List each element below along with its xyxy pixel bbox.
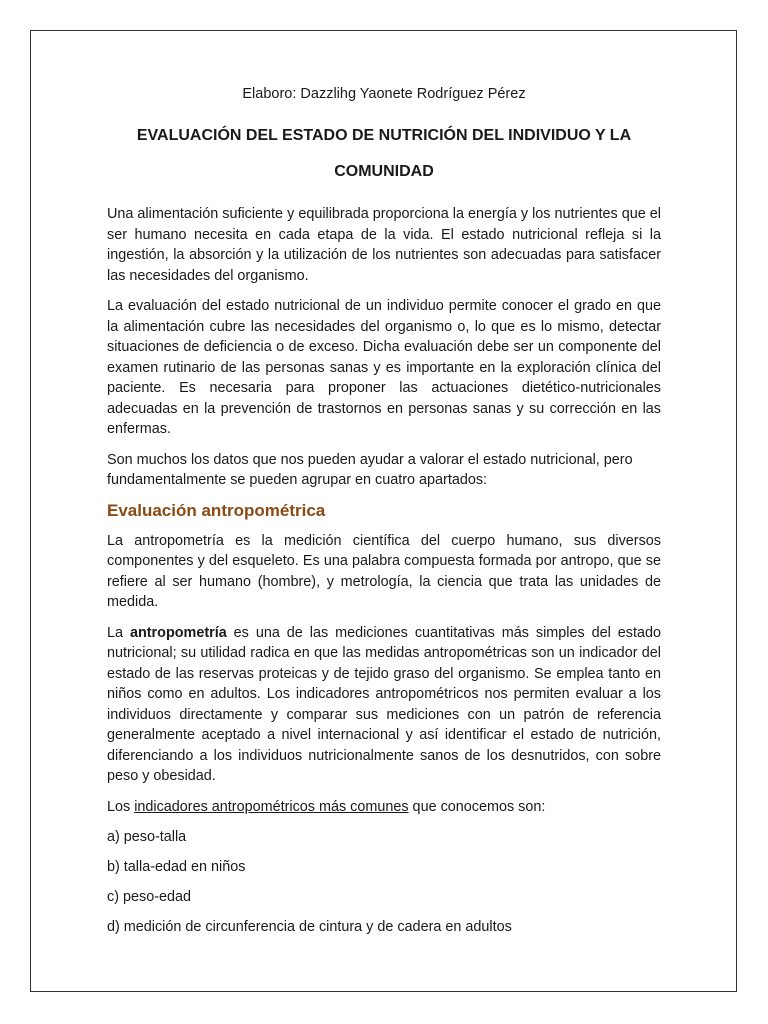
paragraph-anthropometry-definition: La antropometría es la medición científica del cuerpo humano, sus diversos componentes y del esqueleto. Es una palabra compuesta formada por antropo, que se refiere al ser humano (hombre), y metrología, la ciencia que trata las unidades de medida. [107, 532, 661, 610]
list-item: c) peso-edad [107, 889, 191, 905]
list-item: d) medición de circunferencia de cintura y de cadera en adultos [107, 919, 512, 935]
paragraph-indicators-intro [107, 797, 661, 818]
document-title: EVALUACIÓN DEL ESTADO DE NUTRICIÓN DEL INDIVIDUO Y LA COMUNIDAD [136, 127, 632, 180]
p6-prefix: Los [107, 798, 135, 815]
p6-suffix: que conocemos son: [408, 798, 546, 815]
list-item: a) peso-talla [107, 829, 187, 845]
document-content [107, 86, 661, 947]
p5-prefix: La [107, 624, 130, 641]
paragraph-data-groups: Son muchos los datos que nos pueden ayudar a valorar el estado nutricional, pero fundamentalmente se pueden agrupar en cuatro apartados: [107, 451, 633, 488]
paragraph-anthropometry-usage [107, 623, 661, 787]
p5-bold-term: antropometría [129, 624, 227, 641]
p5-rest: es una de las mediciones cuantitativas más simples del estado nutricional; su utilidad radica en que las medidas antropométricas son un indicador del estado de las reservas proteicas y de tejido graso del organismo. Se emplea tanto en niños como en adultos. Los indicadores antropométricos nos permiten evaluar a los individuos directamente y comparar sus mediciones con un patrón de referencia generalmente aceptado a nivel internacional y así identificar el estado de nutrición, diferenciando a los individuos nutricionalmente sanos de los desnutridos, con sobre peso y obesidad. [107, 624, 661, 784]
paragraph-evaluation: La evaluación del estado nutricional de un individuo permite conocer el grado en que la alimentación cubre las necesidades del organismo o, lo que es lo mismo, detectar situaciones de deficiencia o de exceso. Dicha evaluación debe ser un componente del examen rutinario de las personas sanas y es importante en la exploración clínica del paciente. Es necesaria para proponer las actuaciones dietético-nutricionales adecuadas en la prevención de trastornos en personas sanas y su corrección en las enfermas. [107, 298, 661, 437]
p6-underlined-phrase: indicadores antropométricos más comunes [134, 798, 409, 815]
list-item: b) talla-edad en niños [107, 859, 246, 875]
indicator-list [107, 827, 661, 938]
paragraph-intro: Una alimentación suficiente y equilibrada proporciona la energía y los nutrientes que el ser humano necesita en cada etapa de la vida. El estado nutricional refleja si la ingestión, la absorción y la utilización de los nutrientes son adecuadas para satisfacer las necesidades del organismo. [107, 206, 661, 284]
section-heading: Evaluación antropométrica [107, 500, 326, 520]
author-line: Elaboro: Dazzlihg Yaonete Rodríguez Pérez [242, 86, 526, 102]
